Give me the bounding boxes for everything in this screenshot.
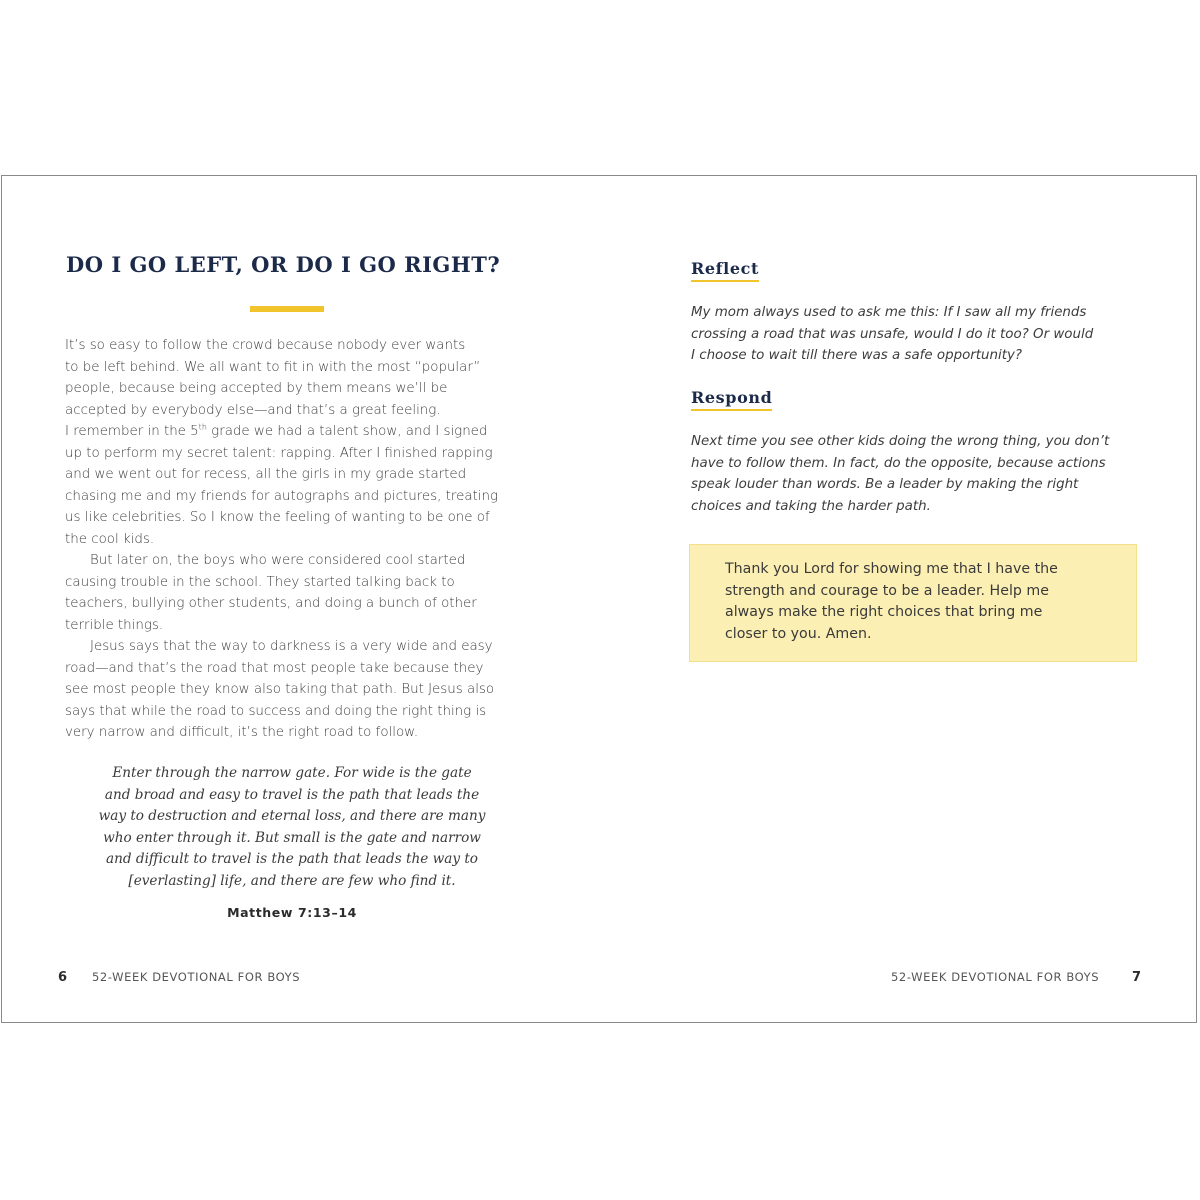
ordinal-superscript: th xyxy=(198,422,207,432)
paragraph-3 xyxy=(65,636,513,744)
text-line: crossing a road that was unsafe, would I do it too? Or would xyxy=(691,326,1094,342)
text-line: grade we had a talent show, and I signed xyxy=(206,424,488,439)
prayer-text xyxy=(725,559,1105,645)
paragraph-2 xyxy=(65,550,513,636)
text-line: Jesus says that the way to darkness is a very wide and easy xyxy=(90,639,493,654)
quote-line: and difficult to travel is the path that leads the way to xyxy=(106,851,478,867)
quote-line: way to destruction and eternal loss, and there are many xyxy=(98,808,486,824)
text-line: choices and taking the harder path. xyxy=(691,498,931,514)
text-line: speak louder than words. Be a leader by making the right xyxy=(691,477,1079,492)
text-line: But later on, the boys who were considered cool started xyxy=(90,553,466,568)
text-line: causing trouble in the school. They started talking back to xyxy=(65,574,455,590)
prayer-line: strength and courage to be a leader. Help me xyxy=(725,582,1049,599)
page-number-left: 6 xyxy=(58,970,68,985)
scripture-citation: Matthew 7:13–14 xyxy=(227,905,357,920)
scripture-quote xyxy=(92,763,492,892)
text-line: to be left behind. We all want to fit in with the most “popular” xyxy=(65,359,481,375)
quote-line: Enter through the narrow gate. For wide is the gate xyxy=(112,765,472,781)
text-line: people, because being accepted by them means we’ll be xyxy=(65,381,448,396)
text-line: and we went out for recess, all the girls in my grade started xyxy=(65,467,467,482)
text-line: have to follow them. In fact, do the opposite, because actions xyxy=(691,455,1106,471)
paragraph-1 xyxy=(65,335,513,550)
running-footer-right: 52-WEEK DEVOTIONAL FOR BOYS xyxy=(891,970,1100,984)
body-text xyxy=(65,335,513,744)
title-accent-rule xyxy=(250,306,324,312)
text-line: Next time you see other kids doing the wrong thing, you don’t xyxy=(691,434,1110,449)
text-line: terrible things. xyxy=(65,617,164,633)
quote-line: and broad and easy to travel is the path that leads the xyxy=(104,786,480,803)
quote-line: who enter through it. But small is the gate and narrow xyxy=(103,829,481,846)
respond-text xyxy=(691,431,1131,517)
text-line: up to perform my secret talent: rapping. After I finished rapping xyxy=(65,445,493,461)
reflect-heading: Reflect xyxy=(691,259,759,282)
respond-heading: Respond xyxy=(691,388,772,411)
text-line: says that while the road to success and doing the right thing is xyxy=(65,703,487,719)
text-line: I remember in the 5 xyxy=(65,424,199,439)
text-line: teachers, bullying other students, and doing a bunch of other xyxy=(65,596,477,611)
prayer-line: closer to you. Amen. xyxy=(725,625,872,642)
text-line: My mom always used to ask me this: If I saw all my friends xyxy=(691,305,1087,320)
page-number-right: 7 xyxy=(1132,970,1142,985)
quote-line: [everlasting] life, and there are few who find it. xyxy=(128,872,456,889)
text-line: very narrow and difficult, it’s the right road to follow. xyxy=(65,725,419,740)
text-line: I choose to wait till there was a safe opportunity? xyxy=(691,348,1022,363)
prayer-line: always make the right choices that bring me xyxy=(725,604,1043,620)
text-line: see most people they know also taking that path. But Jesus also xyxy=(65,682,495,697)
page-title: DO I GO LEFT, OR DO I GO RIGHT? xyxy=(66,252,501,277)
prayer-box xyxy=(689,544,1137,662)
text-line: accepted by everybody else—and that’s a great feeling. xyxy=(65,402,441,418)
text-line: the cool kids. xyxy=(65,531,155,547)
reflect-text xyxy=(691,302,1131,367)
text-line: chasing me and my friends for autographs and pictures, treating xyxy=(65,488,499,504)
text-line: us like celebrities. So I know the feeling of wanting to be one of xyxy=(65,510,490,525)
prayer-line: Thank you Lord for showing me that I have the xyxy=(725,561,1058,577)
running-footer-left: 52-WEEK DEVOTIONAL FOR BOYS xyxy=(92,970,301,984)
text-line: It’s so easy to follow the crowd because nobody ever wants xyxy=(65,338,466,353)
text-line: road—and that’s the road that most people take because they xyxy=(65,660,484,676)
